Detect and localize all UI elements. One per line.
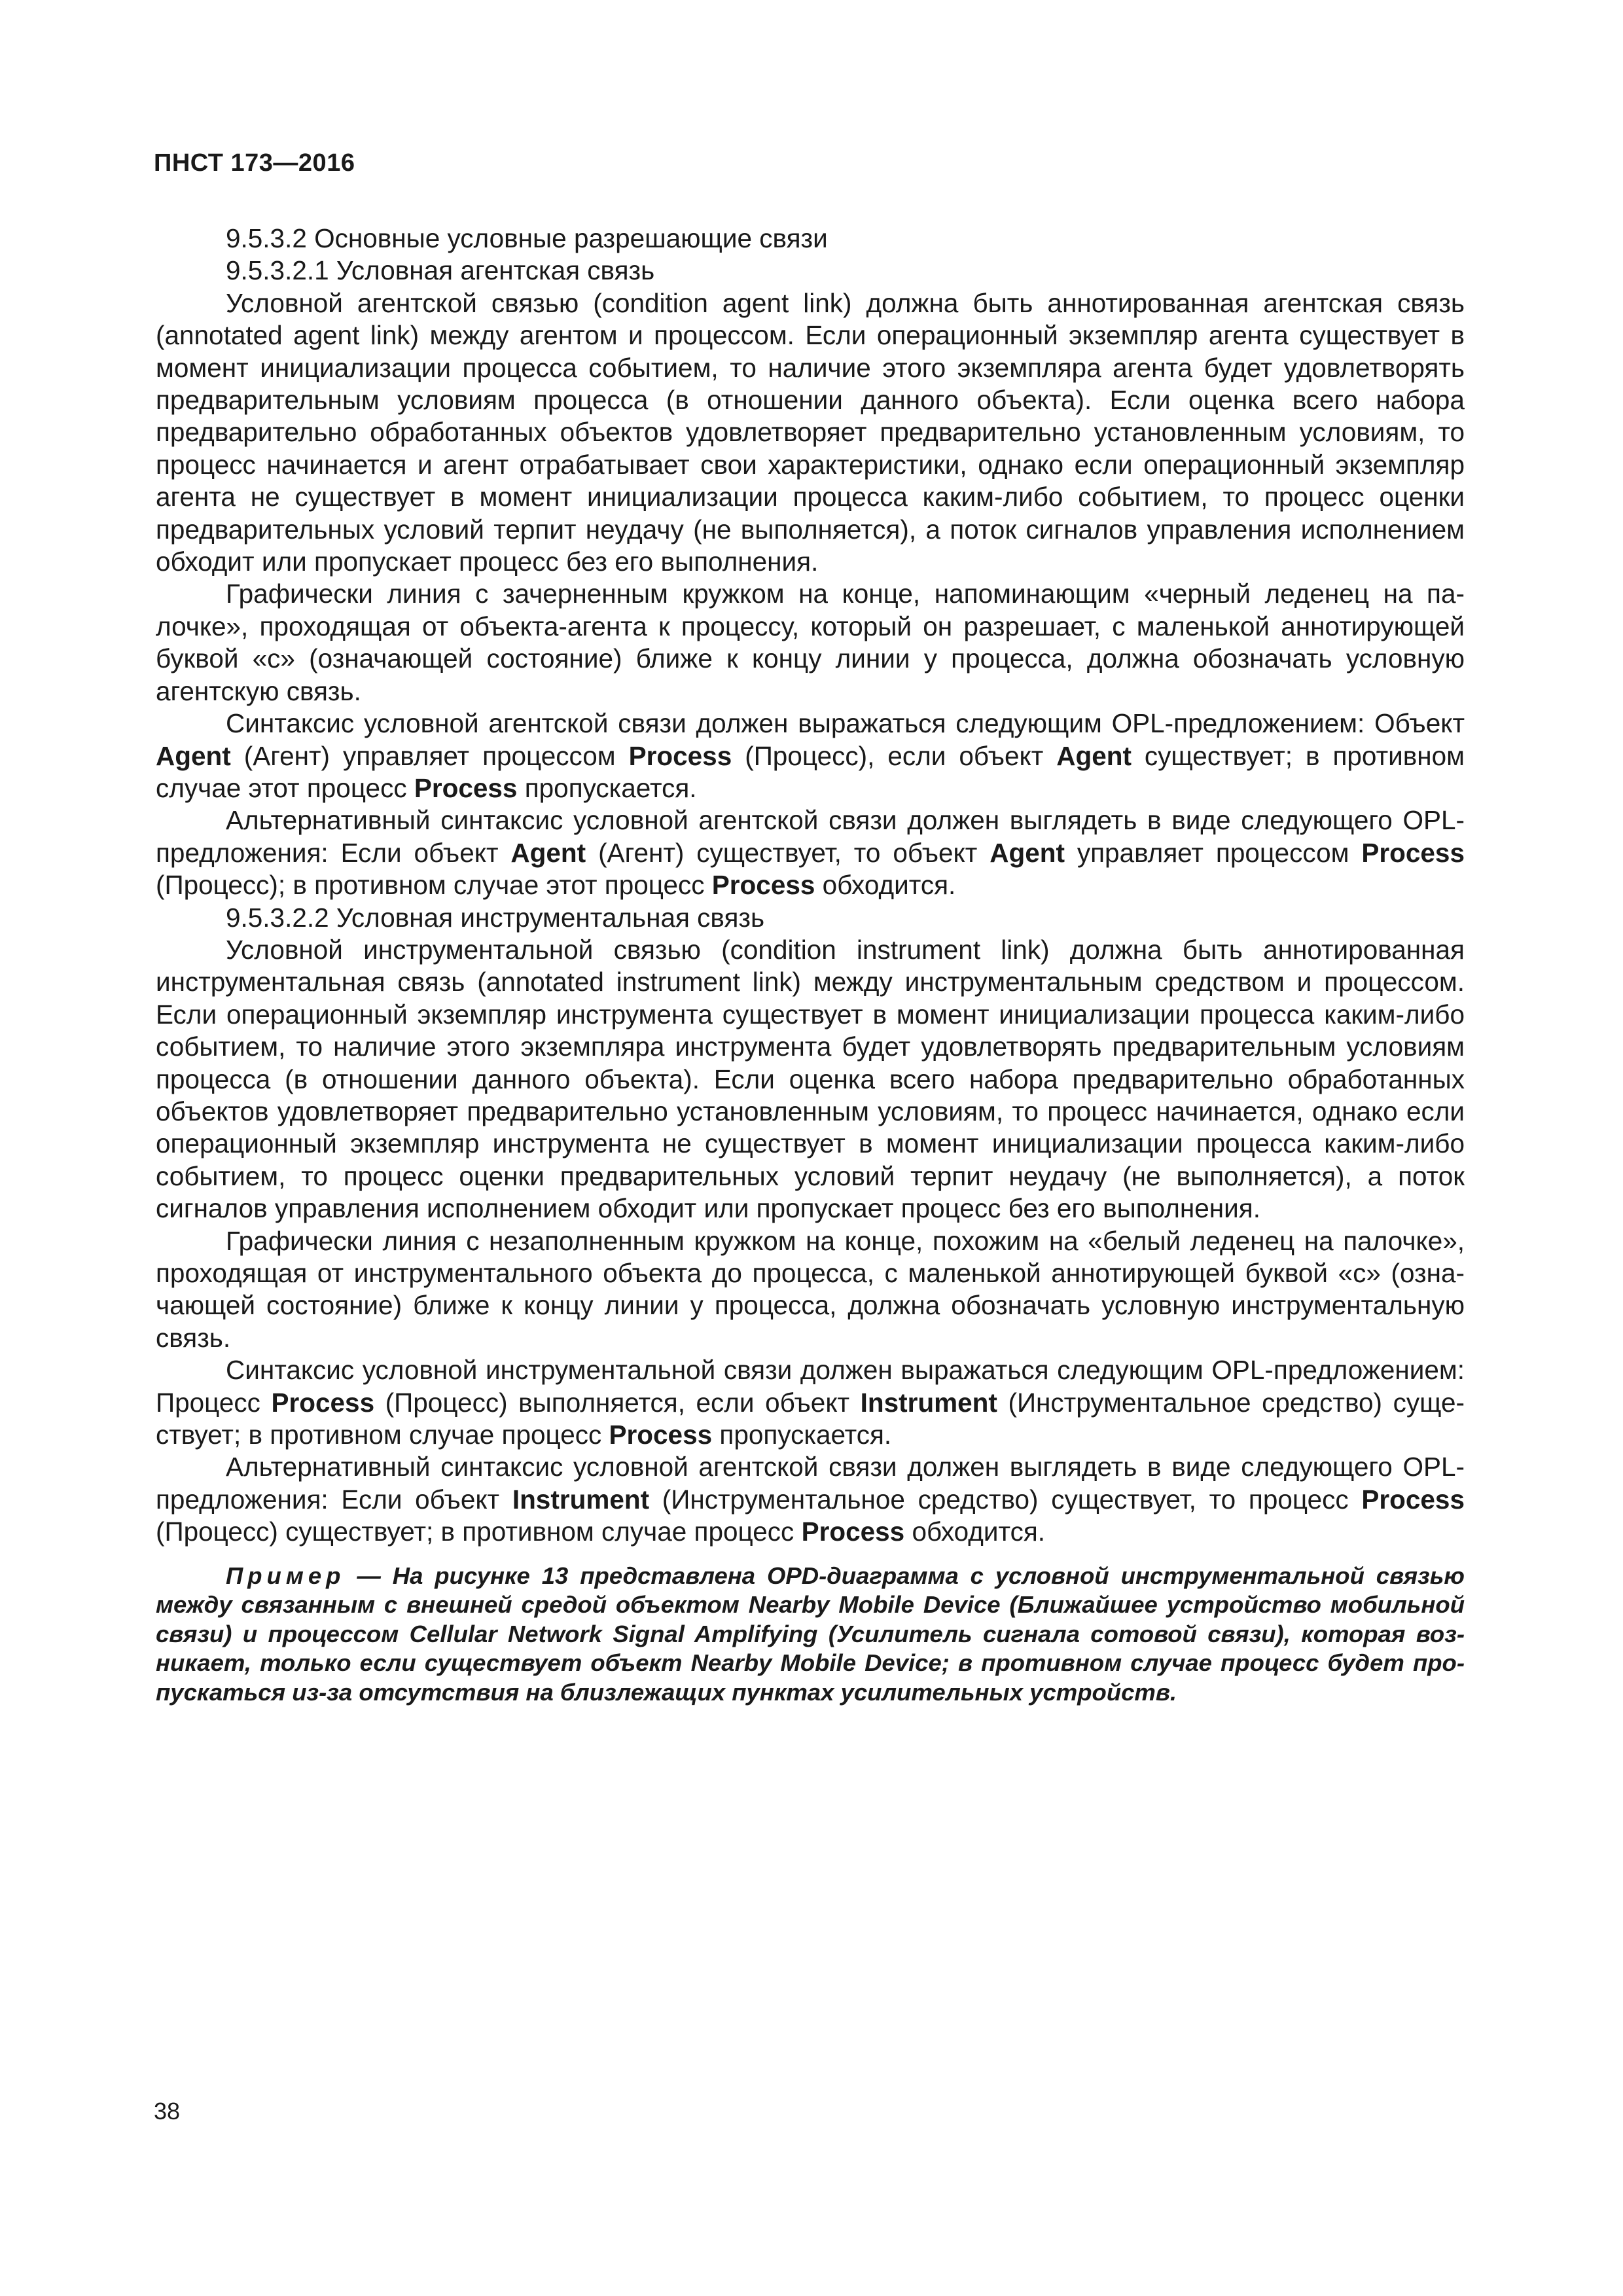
- bold-term: Instrument: [860, 1387, 997, 1418]
- bold-term: Agent: [990, 837, 1065, 868]
- text-span: (Процесс) существует; в противном случае процесс: [156, 1516, 802, 1547]
- section-heading-9-5-3-2: 9.5.3.2 Основные условные разрешающие связи: [226, 223, 828, 253]
- page-number: 38: [154, 2098, 181, 2125]
- paragraph-instrument-link-graphics: Графически линия с незаполненным кружком на конце, похожим на «белый леденец на палочке», проходящая от инструментального объекта до процесса, с маленькой аннотирующей буквой «с» (означающей состояние) ближе к концу линии у процесса, должна обозначать условную инструментальную связь.: [156, 1225, 1465, 1353]
- bold-term: Process: [1361, 1484, 1465, 1515]
- bold-term: Process: [1361, 837, 1465, 868]
- example-note: [156, 1562, 1465, 1708]
- bold-term: Process: [271, 1387, 375, 1418]
- text-span: (Агент) управляет процессом: [230, 740, 629, 771]
- text-span: пропускается.: [517, 772, 697, 803]
- text-span: существует; в противном случае этот процесс: [156, 740, 1465, 803]
- text-span: (Процесс) выполняется, если объект: [374, 1387, 861, 1418]
- main-content: [156, 223, 1465, 1707]
- text-span: (Процесс); в противном случае этот процесс: [156, 870, 712, 901]
- text-span: (Агент) существует, то объект: [586, 837, 990, 868]
- text-span: обходится.: [815, 870, 956, 901]
- text-span: Альтернативный синтаксис условной агентской связи должен выглядеть в виде следующего OPL-предложения: Если объект: [156, 805, 1465, 868]
- section-heading-9-5-3-2-1: 9.5.3.2.1 Условная агентская связь: [226, 255, 655, 286]
- bold-term: Process: [628, 740, 732, 771]
- text-span: (Инструментальное средство) существует; в противном случае процесс: [156, 1387, 1465, 1450]
- bold-term: Process: [414, 772, 518, 803]
- bold-term: Agent: [510, 837, 586, 868]
- text-span: Синтаксис условной инструментальной связи должен выражаться следующим OPL-предложением: Процесс: [156, 1355, 1465, 1418]
- text-span: (Инструментальное средство) существует, то процесс: [649, 1484, 1362, 1515]
- section-heading-9-5-3-2-2: 9.5.3.2.2 Условная инструментальная связь: [226, 902, 765, 933]
- paragraph-agent-link-graphics: Графически линия с зачерненным кружком на конце, напоминающим «черный леденец на палочке», проходящая от объекта-агента к процессу, который он разрешает, с маленькой аннотирующей буквой «с» (означающей состояние) ближе к концу линии у процесса, должна обозначать условную агентскую связь.: [156, 579, 1465, 706]
- bold-term: Agent: [1056, 740, 1132, 771]
- text-span: (Процесс), если объект: [732, 740, 1057, 771]
- paragraph-agent-link-syntax: [156, 708, 1465, 804]
- text-span: пропускается.: [712, 1420, 892, 1450]
- paragraph-instrument-link-syntax: [156, 1354, 1465, 1451]
- paragraph-instrument-link-alt-syntax: [156, 1451, 1465, 1548]
- bold-term: Process: [609, 1420, 713, 1450]
- text-span: Альтернативный синтаксис условной агентской связи должен выглядеть в виде следующего OPL-предложения: Если объект: [156, 1452, 1465, 1515]
- text-span: обходится.: [904, 1516, 1046, 1547]
- paragraph-instrument-link-definition: Условной инструментальной связью (condition instrument link) должна быть аннотированная инструментальная связь (annotated instrument link) между инструментальным средством и процессом. Если операционный экземпляр инструмента существует в момент инициализации процесса каким-либо событием, то наличие этого экземпляра инструмента будет удовлетворять предварительным условиям процесса (в отношении данного объекта). Если оценка всего набора предварительно обработанных объектов удовлетворяет предварительно установленным условиям, то процесс начинается, однако если операционный экземпляр инструмента не существует в момент инициализации процесса каким-либо событием, то процесс оценки предварительных условий терпит неудачу (не выполняется), а поток сигналов управления исполнением обходит или пропускает процесс без его выполнения.: [156, 934, 1465, 1224]
- bold-term: Process: [711, 870, 815, 901]
- text-span: Синтаксис условной агентской связи должен выражаться следующим OPL-предложением: Объект: [226, 708, 1465, 739]
- text-span: управляет процессом: [1064, 837, 1362, 868]
- example-label: Пример: [226, 1562, 346, 1589]
- example-text: — На рисунке 13 представлена OPD-диаграмма с условной инструментальной связью между связанным с внешней средой объектом Nearby Mobile Device (Ближайшее устройство мобильной связи) и процессом Cellular Network Signal Amplifying (Усилитель сигнала сотовой связи), которая возникает, только если существует объект Nearby Mobile Device; в противном случае процесс будет пропускаться из-за отсутствия на близлежащих пунктах усилительных устройств.: [156, 1562, 1465, 1706]
- paragraph-agent-link-definition: Условной агентской связью (condition agent link) должна быть аннотированная агентская связь (annotated agent link) между агентом и процессом. Если операционный экземпляр агента существует в момент инициализации процесса событием, то наличие этого экземпляра агента будет удовлетворять предварительным условиям процесса (в отношении данного объекта). Если оценка всего набора предварительно обработанных объектов удовлетворяет предварительно установленным условиям, то процесс начинается и агент отрабатывает свои характеристики, однако если операционный экземпляр агента не существует в момент инициализации процесса каким-либо событием, то процесс оценки предварительных условий терпит неудачу (не выполняется), а поток сигналов управления исполнением обходит или пропускает процесс без его выполнения.: [156, 287, 1465, 577]
- paragraph-agent-link-alt-syntax: [156, 804, 1465, 901]
- bold-term: Process: [801, 1516, 905, 1547]
- bold-term: Instrument: [512, 1484, 650, 1515]
- bold-term: Agent: [156, 740, 231, 771]
- document-code: ПНСТ 173—2016: [154, 149, 355, 177]
